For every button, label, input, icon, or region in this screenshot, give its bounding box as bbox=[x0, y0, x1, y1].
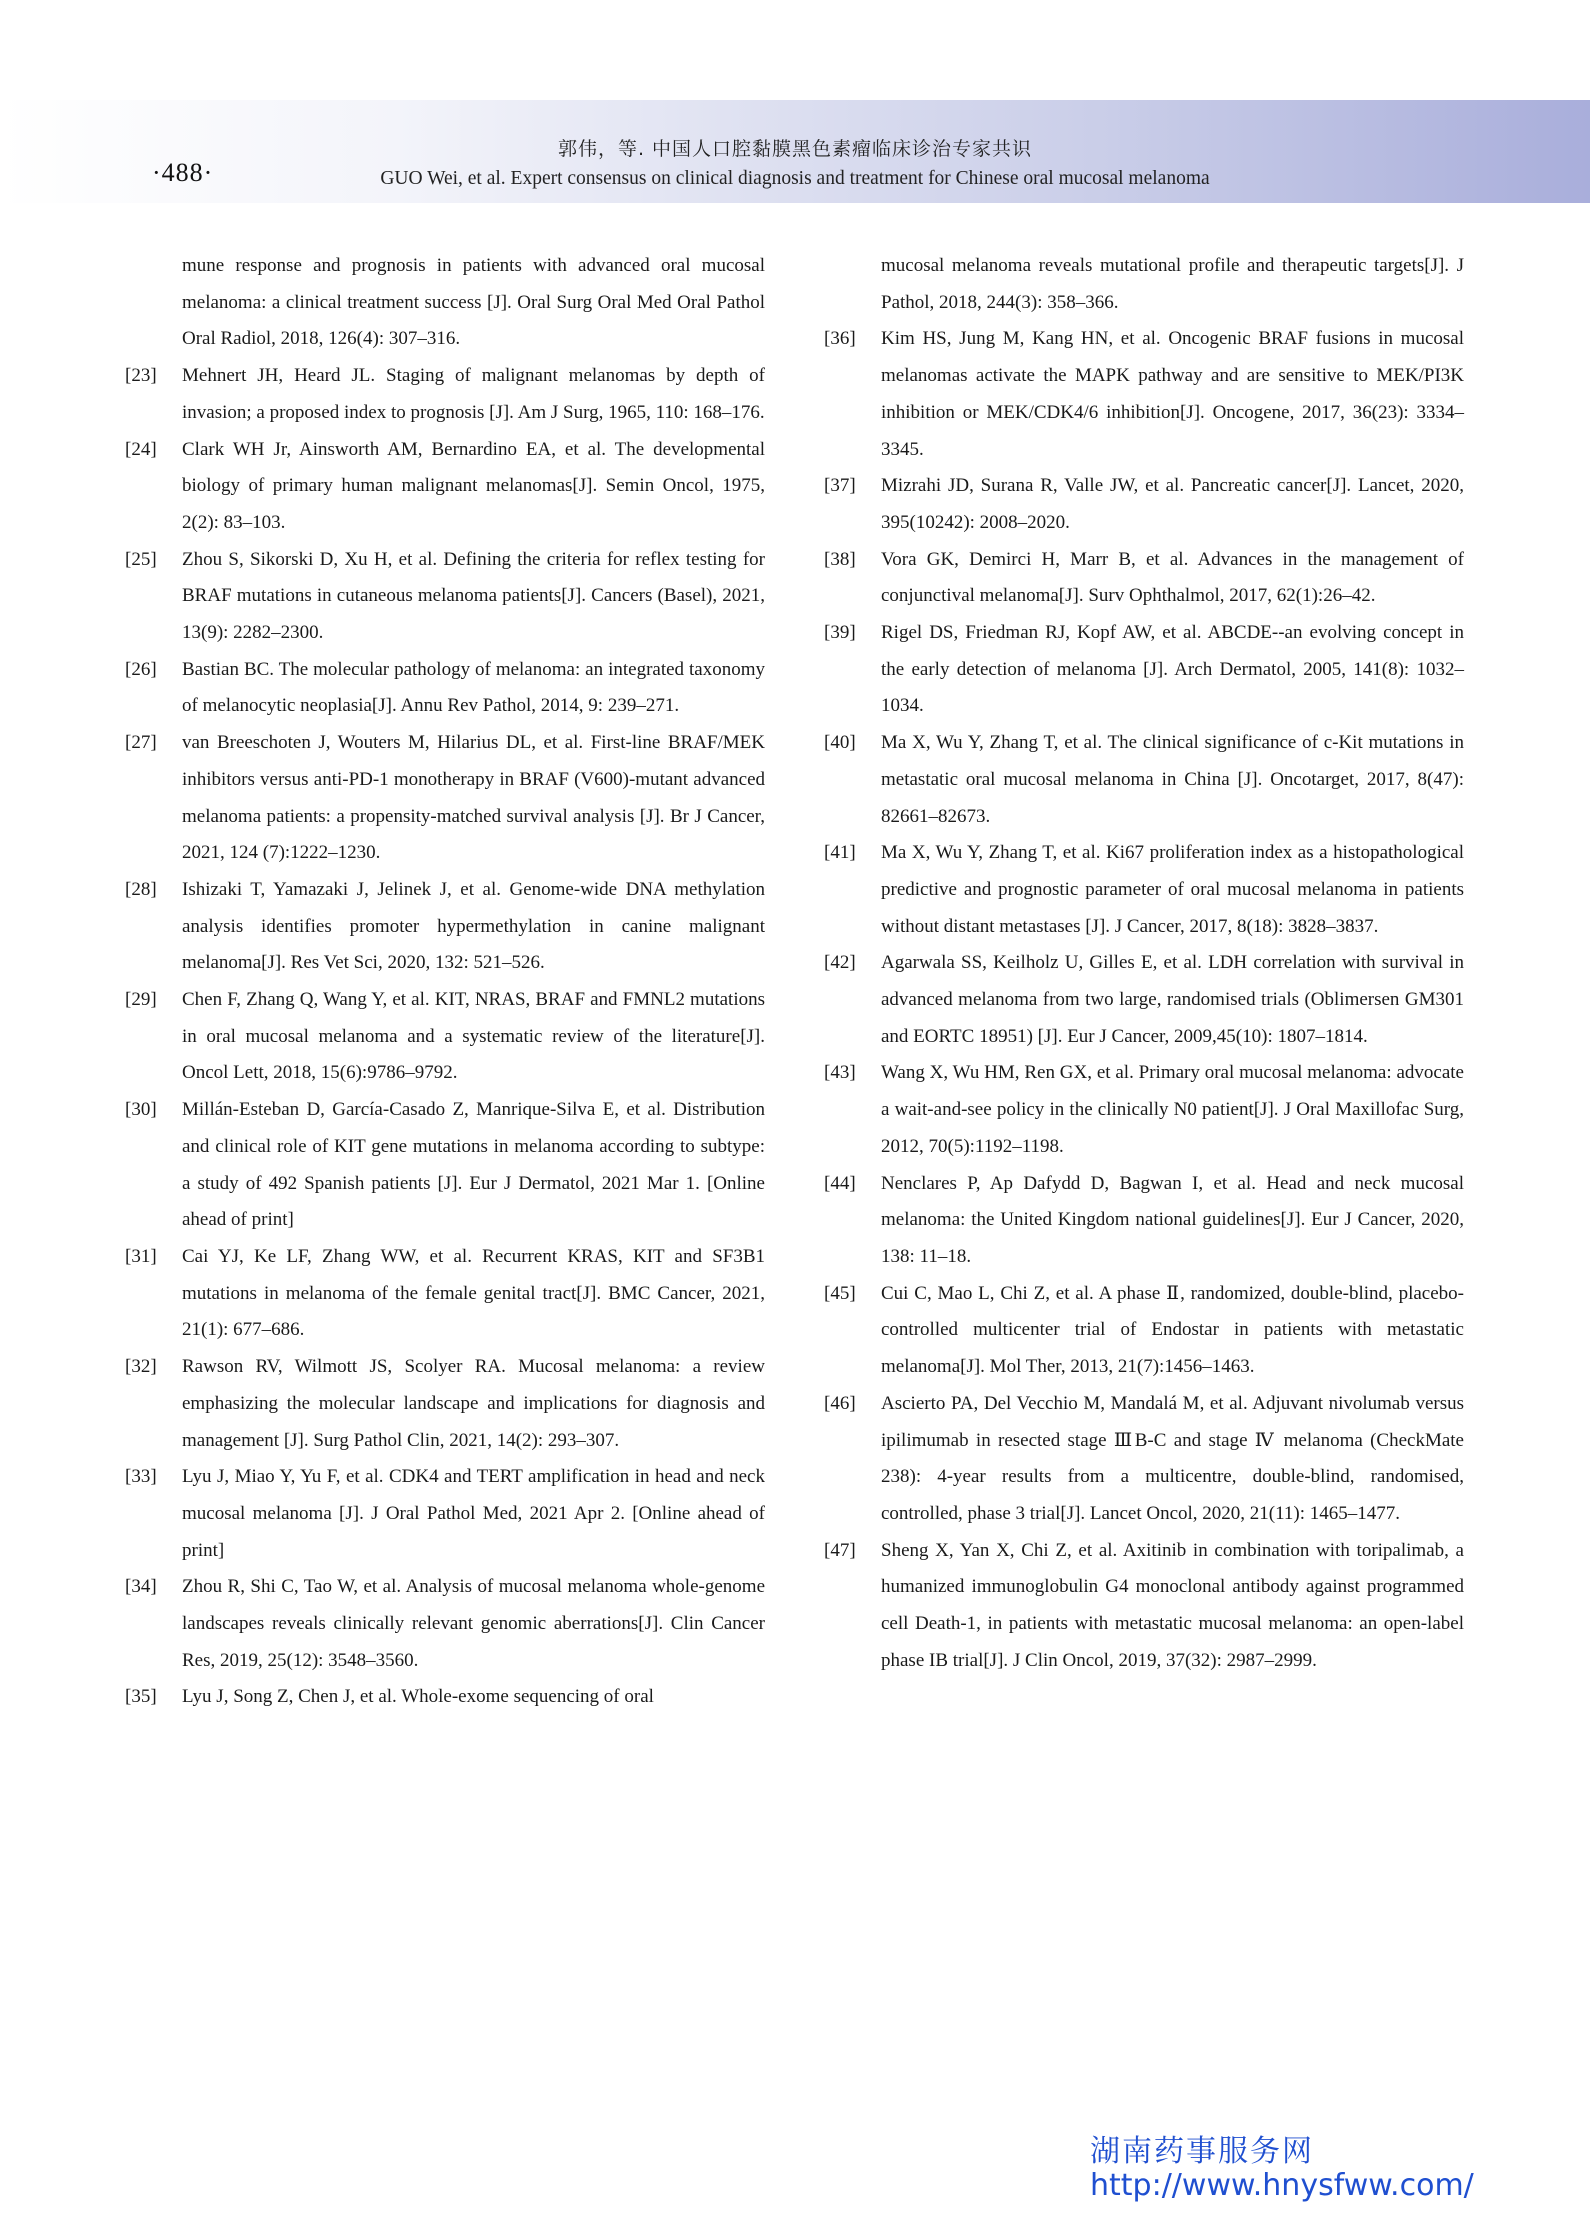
reference-entry bbox=[125, 1679, 765, 1716]
reference-entry bbox=[125, 1239, 765, 1349]
reference-entry bbox=[824, 615, 1464, 725]
reference-text: Vora GK, Demirci H, Marr B, et al. Advances in the management of conjunctival melanoma[J]. Surv Ophthalmol, 2017, 62(1):26–42. bbox=[881, 548, 1464, 607]
reference-number: [38] bbox=[824, 548, 856, 570]
reference-entry bbox=[824, 725, 1464, 835]
watermark-url[interactable]: http://www.hnysfww.com/ bbox=[1090, 2168, 1474, 2203]
reference-text: Ascierto PA, Del Vecchio M, Mandalá M, et al. Adjuvant nivolumab versus ipilimumab in resected stage ⅢB-C and stage Ⅳ melanoma (CheckMate 238): 4-year results from a multicentre, double-blind, randomised, controlled, phase 3 trial[J]. Lancet Oncol, 2020, 21(11): 1465–1477. bbox=[881, 1392, 1464, 1524]
reference-text: Lyu J, Miao Y, Yu F, et al. CDK4 and TERT amplification in head and neck mucosal melanoma [J]. J Oral Pathol Med, 2021 Apr 2. [Online ahead of print] bbox=[182, 1466, 765, 1561]
reference-number: [37] bbox=[824, 475, 856, 497]
reference-number: [39] bbox=[824, 622, 856, 644]
reference-text: Mehnert JH, Heard JL. Staging of malignant melanomas by depth of invasion; a proposed index to prognosis [J]. Am J Surg, 1965, 110: 168–176. bbox=[182, 365, 765, 423]
references-left-column bbox=[125, 248, 765, 1716]
reference-number: [42] bbox=[824, 952, 856, 974]
reference-text: Bastian BC. The molecular pathology of melanoma: an integrated taxonomy of melanocytic neoplasia[J]. Annu Rev Pathol, 2014, 9: 239–271. bbox=[182, 658, 765, 717]
reference-number: [29] bbox=[125, 989, 157, 1011]
reference-text: Mizrahi JD, Surana R, Valle JW, et al. Pancreatic cancer[J]. Lancet, 2020, 395(10242): 2008–2020. bbox=[881, 475, 1464, 533]
reference-number: [30] bbox=[125, 1099, 157, 1121]
reference-entry bbox=[125, 1459, 765, 1569]
reference-entry bbox=[125, 1092, 765, 1239]
references-right-column bbox=[824, 248, 1464, 1679]
reference-text: Zhou R, Shi C, Tao W, et al. Analysis of mucosal melanoma whole-genome landscapes reveals clinically relevant genomic aberrations[J]. Clin Cancer Res, 2019, 25(12): 3548–3560. bbox=[182, 1576, 765, 1671]
reference-number: [31] bbox=[125, 1245, 157, 1267]
reference-entry bbox=[824, 1533, 1464, 1680]
page-number: ·488· bbox=[152, 158, 214, 187]
reference-entry bbox=[824, 835, 1464, 945]
reference-number: [43] bbox=[824, 1062, 856, 1084]
reference-number: [25] bbox=[125, 548, 157, 570]
reference-text: Clark WH Jr, Ainsworth AM, Bernardino EA, et al. The developmental biology of primary human malignant melanomas[J]. Semin Oncol, 1975, 2(2): 83–103. bbox=[182, 438, 765, 533]
reference-number: [33] bbox=[125, 1466, 157, 1488]
reference-text: Kim HS, Jung M, Kang HN, et al. Oncogenic BRAF fusions in mucosal melanomas activate the MAPK pathway and are sensitive to MEK/PI3K inhibition or MEK/CDK4/6 inhibition[J]. Oncogene, 2017, 36(23): 3334–3345. bbox=[881, 328, 1464, 460]
reference-text: Cai YJ, Ke LF, Zhang WW, et al. Recurrent KRAS, KIT and SF3B1 mutations in melanoma of the female genital tract[J]. BMC Cancer, 2021, 21(1): 677–686. bbox=[182, 1245, 765, 1341]
reference-entry bbox=[125, 725, 765, 872]
reference-text: Rawson RV, Wilmott JS, Scolyer RA. Mucosal melanoma: a review emphasizing the molecular landscape and implications for diagnosis and management [J]. Surg Pathol Clin, 2021, 14(2): 293–307. bbox=[182, 1356, 765, 1451]
reference-entry bbox=[824, 542, 1464, 615]
reference-text: Millán-Esteban D, García-Casado Z, Manrique-Silva E, et al. Distribution and clinical role of KIT gene mutations in melanoma according to subtype: a study of 492 Spanish patients [J]. Eur J Dermatol, 2021 Mar 1. [Online ahead of print] bbox=[182, 1099, 765, 1231]
watermark-site-name: 湖南药事服务网 bbox=[1090, 2134, 1314, 2169]
reference-number: [34] bbox=[125, 1576, 157, 1598]
reference-text: Sheng X, Yan X, Chi Z, et al. Axitinib in combination with toripalimab, a humanized immunoglobulin G4 monoclonal antibody against programmed cell Death-1, in patients with metastatic mucosal melanoma: an open-label phase IB trial[J]. J Clin Oncol, 2019, 37(32): 2987–2999. bbox=[881, 1539, 1464, 1671]
reference-number: [36] bbox=[824, 328, 856, 350]
reference-entry bbox=[824, 945, 1464, 1055]
reference-text: mune response and prognosis in patients with advanced oral mucosal melanoma: a clinical treatment success [J]. Oral Surg Oral Med Oral Pathol Oral Radiol, 2018, 126(4): 307–316. bbox=[182, 255, 765, 350]
reference-entry bbox=[125, 982, 765, 1092]
reference-text: Agarwala SS, Keilholz U, Gilles E, et al. LDH correlation with survival in advanced melanoma from two large, randomised trials (Oblimersen GM301 and EORTC 18951) [J]. Eur J Cancer, 2009,45(10): 1807–1814. bbox=[881, 952, 1464, 1047]
reference-text: mucosal melanoma reveals mutational profile and therapeutic targets[J]. J Pathol, 2018, 244(3): 358–366. bbox=[881, 255, 1464, 313]
reference-entry bbox=[125, 248, 765, 358]
reference-entry bbox=[824, 1386, 1464, 1533]
reference-text: Ma X, Wu Y, Zhang T, et al. The clinical significance of c-Kit mutations in metastatic oral mucosal melanoma in China [J]. Oncotarget, 2017, 8(47): 82661–82673. bbox=[881, 732, 1464, 827]
reference-text: Lyu J, Song Z, Chen J, et al. Whole-exome sequencing of oral bbox=[182, 1686, 654, 1708]
reference-entry bbox=[125, 432, 765, 542]
reference-text: Ishizaki T, Yamazaki J, Jelinek J, et al. Genome-wide DNA methylation analysis identifies promoter hypermethylation in canine malignant melanoma[J]. Res Vet Sci, 2020, 132: 521–526. bbox=[182, 878, 765, 974]
reference-number: [32] bbox=[125, 1356, 157, 1378]
reference-entry bbox=[824, 1055, 1464, 1165]
reference-number: [46] bbox=[824, 1392, 856, 1414]
reference-text: Nenclares P, Ap Dafydd D, Bagwan I, et al. Head and neck mucosal melanoma: the United Kingdom national guidelines[J]. Eur J Cancer, 2020, 138: 11–18. bbox=[881, 1172, 1464, 1267]
reference-entry bbox=[824, 1276, 1464, 1386]
reference-entry bbox=[125, 1569, 765, 1679]
reference-text: Rigel DS, Friedman RJ, Kopf AW, et al. ABCDE--an evolving concept in the early detection of melanoma [J]. Arch Dermatol, 2005, 141(8): 1032–1034. bbox=[881, 622, 1464, 717]
reference-text: Cui C, Mao L, Chi Z, et al. A phase Ⅱ, randomized, double-blind, placebo-controlled multicenter trial of Endostar in patients with metastatic melanoma[J]. Mol Ther, 2013, 21(7):1456–1463. bbox=[881, 1282, 1464, 1378]
reference-number: [28] bbox=[125, 878, 157, 900]
reference-number: [24] bbox=[125, 438, 157, 460]
reference-number: [47] bbox=[824, 1539, 856, 1561]
reference-entry bbox=[125, 542, 765, 652]
reference-number: [45] bbox=[824, 1282, 856, 1304]
reference-entry bbox=[125, 872, 765, 982]
reference-number: [27] bbox=[125, 732, 157, 754]
reference-entry bbox=[125, 652, 765, 725]
reference-number: [35] bbox=[125, 1686, 157, 1708]
reference-number: [23] bbox=[125, 365, 157, 387]
reference-number: [44] bbox=[824, 1172, 856, 1194]
reference-number: [40] bbox=[824, 732, 856, 754]
reference-entry bbox=[824, 468, 1464, 541]
reference-entry bbox=[824, 1166, 1464, 1276]
reference-entry bbox=[824, 248, 1464, 321]
reference-number: [26] bbox=[125, 658, 157, 680]
running-title-english: GUO Wei, et al. Expert consensus on clinical diagnosis and treatment for Chinese oral mucosal melanoma bbox=[380, 168, 1210, 189]
reference-number: [41] bbox=[824, 842, 856, 864]
reference-entry bbox=[125, 1349, 765, 1459]
reference-text: Ma X, Wu Y, Zhang T, et al. Ki67 proliferation index as a histopathological predictive and prognostic parameter of oral mucosal melanoma in patients without distant metastases [J]. J Cancer, 2017, 8(18): 3828–3837. bbox=[881, 842, 1464, 937]
reference-text: van Breeschoten J, Wouters M, Hilarius DL, et al. First-line BRAF/MEK inhibitors versus anti-PD-1 monotherapy in BRAF (V600)-mutant advanced melanoma patients: a propensity-matched survival analysis [J]. Br J Cancer, 2021, 124 (7):1222–1230. bbox=[182, 732, 765, 864]
reference-text: Chen F, Zhang Q, Wang Y, et al. KIT, NRAS, BRAF and FMNL2 mutations in oral mucosal melanoma and a systematic review of the literature[J]. Oncol Lett, 2018, 15(6):9786–9792. bbox=[182, 989, 765, 1084]
running-title-chinese: 郭伟，等. 中国人口腔黏膜黑色素瘤临床诊治专家共识 bbox=[557, 138, 1033, 160]
reference-text: Wang X, Wu HM, Ren GX, et al. Primary oral mucosal melanoma: advocate a wait-and-see policy in the clinically N0 patient[J]. J Oral Maxillofac Surg, 2012, 70(5):1192–1198. bbox=[881, 1062, 1464, 1157]
reference-entry bbox=[824, 321, 1464, 468]
reference-entry bbox=[125, 358, 765, 431]
reference-text: Zhou S, Sikorski D, Xu H, et al. Defining the criteria for reflex testing for BRAF mutations in cutaneous melanoma patients[J]. Cancers (Basel), 2021, 13(9): 2282–2300. bbox=[182, 548, 765, 644]
